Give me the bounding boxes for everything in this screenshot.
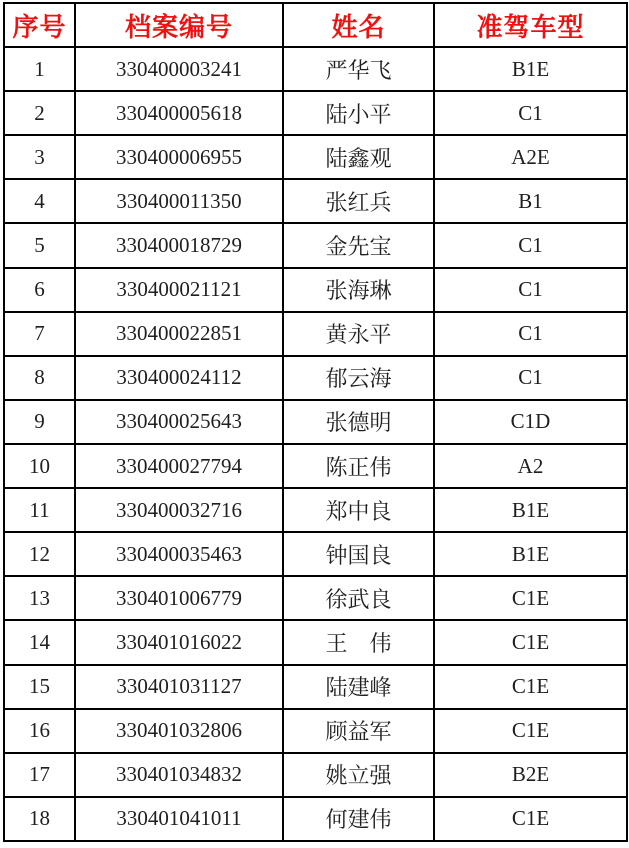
- table-row: [4, 268, 627, 312]
- cell-index: 12: [4, 532, 75, 576]
- header-row: [4, 3, 627, 47]
- table-row: [4, 576, 627, 620]
- cell-name: 陆小平: [283, 91, 434, 135]
- cell-index: 14: [4, 620, 75, 664]
- cell-license-type: C1: [434, 312, 627, 356]
- table-row: [4, 223, 627, 267]
- cell-license-type: B2E: [434, 753, 627, 797]
- cell-name: 张德明: [283, 400, 434, 444]
- table-row: [4, 91, 627, 135]
- cell-name: 严华飞: [283, 47, 434, 91]
- cell-license-type: B1E: [434, 47, 627, 91]
- column-header-index: 序号: [4, 3, 75, 47]
- table-row: [4, 400, 627, 444]
- cell-file-number: 330400021121: [75, 268, 283, 312]
- cell-index: 4: [4, 179, 75, 223]
- cell-file-number: 330400003241: [75, 47, 283, 91]
- cell-file-number: 330400006955: [75, 135, 283, 179]
- cell-index: 7: [4, 312, 75, 356]
- table-row: [4, 179, 627, 223]
- cell-file-number: 330400035463: [75, 532, 283, 576]
- cell-license-type: B1: [434, 179, 627, 223]
- cell-license-type: C1: [434, 268, 627, 312]
- cell-license-type: A2: [434, 444, 627, 488]
- cell-file-number: 330400024112: [75, 356, 283, 400]
- cell-name: 何建伟: [283, 797, 434, 841]
- cell-license-type: C1: [434, 223, 627, 267]
- column-header-license-type: 准驾车型: [434, 3, 627, 47]
- cell-license-type: A2E: [434, 135, 627, 179]
- table-row: [4, 356, 627, 400]
- table-row: [4, 797, 627, 841]
- table-row: [4, 620, 627, 664]
- cell-name: 郑中良: [283, 488, 434, 532]
- cell-name: 王 伟: [283, 620, 434, 664]
- cell-index: 8: [4, 356, 75, 400]
- cell-index: 2: [4, 91, 75, 135]
- cell-index: 1: [4, 47, 75, 91]
- cell-file-number: 330401016022: [75, 620, 283, 664]
- cell-file-number: 330400018729: [75, 223, 283, 267]
- cell-file-number: 330401034832: [75, 753, 283, 797]
- cell-index: 11: [4, 488, 75, 532]
- column-header-name: 姓名: [283, 3, 434, 47]
- cell-license-type: B1E: [434, 488, 627, 532]
- cell-name: 徐武良: [283, 576, 434, 620]
- cell-index: 10: [4, 444, 75, 488]
- cell-index: 6: [4, 268, 75, 312]
- cell-file-number: 330400025643: [75, 400, 283, 444]
- cell-index: 16: [4, 709, 75, 753]
- cell-file-number: 330401006779: [75, 576, 283, 620]
- table-row: [4, 709, 627, 753]
- table-row: [4, 135, 627, 179]
- cell-license-type: C1E: [434, 576, 627, 620]
- cell-license-type: C1E: [434, 665, 627, 709]
- cell-index: 17: [4, 753, 75, 797]
- cell-name: 陆建峰: [283, 665, 434, 709]
- cell-name: 陈正伟: [283, 444, 434, 488]
- table-row: [4, 488, 627, 532]
- table-row: [4, 532, 627, 576]
- cell-file-number: 330400022851: [75, 312, 283, 356]
- cell-index: 18: [4, 797, 75, 841]
- cell-license-type: C1: [434, 356, 627, 400]
- table-body: [4, 47, 627, 841]
- table-row: [4, 753, 627, 797]
- cell-name: 郁云海: [283, 356, 434, 400]
- cell-name: 金先宝: [283, 223, 434, 267]
- cell-file-number: 330400005618: [75, 91, 283, 135]
- cell-license-type: C1E: [434, 709, 627, 753]
- table-row: [4, 665, 627, 709]
- cell-name: 顾益军: [283, 709, 434, 753]
- table-row: [4, 444, 627, 488]
- cell-file-number: 330401032806: [75, 709, 283, 753]
- cell-file-number: 330401031127: [75, 665, 283, 709]
- column-header-file-number: 档案编号: [75, 3, 283, 47]
- cell-name: 张红兵: [283, 179, 434, 223]
- driver-license-table: [3, 2, 628, 842]
- cell-index: 3: [4, 135, 75, 179]
- cell-file-number: 330400027794: [75, 444, 283, 488]
- table-row: [4, 312, 627, 356]
- cell-license-type: B1E: [434, 532, 627, 576]
- cell-name: 陆鑫观: [283, 135, 434, 179]
- cell-name: 姚立强: [283, 753, 434, 797]
- cell-name: 黄永平: [283, 312, 434, 356]
- cell-index: 15: [4, 665, 75, 709]
- cell-license-type: C1: [434, 91, 627, 135]
- table-row: [4, 47, 627, 91]
- cell-name: 钟国良: [283, 532, 434, 576]
- cell-index: 9: [4, 400, 75, 444]
- cell-file-number: 330401041011: [75, 797, 283, 841]
- cell-index: 5: [4, 223, 75, 267]
- cell-license-type: C1D: [434, 400, 627, 444]
- cell-license-type: C1E: [434, 620, 627, 664]
- cell-index: 13: [4, 576, 75, 620]
- cell-file-number: 330400032716: [75, 488, 283, 532]
- cell-license-type: C1E: [434, 797, 627, 841]
- cell-file-number: 330400011350: [75, 179, 283, 223]
- cell-name: 张海琳: [283, 268, 434, 312]
